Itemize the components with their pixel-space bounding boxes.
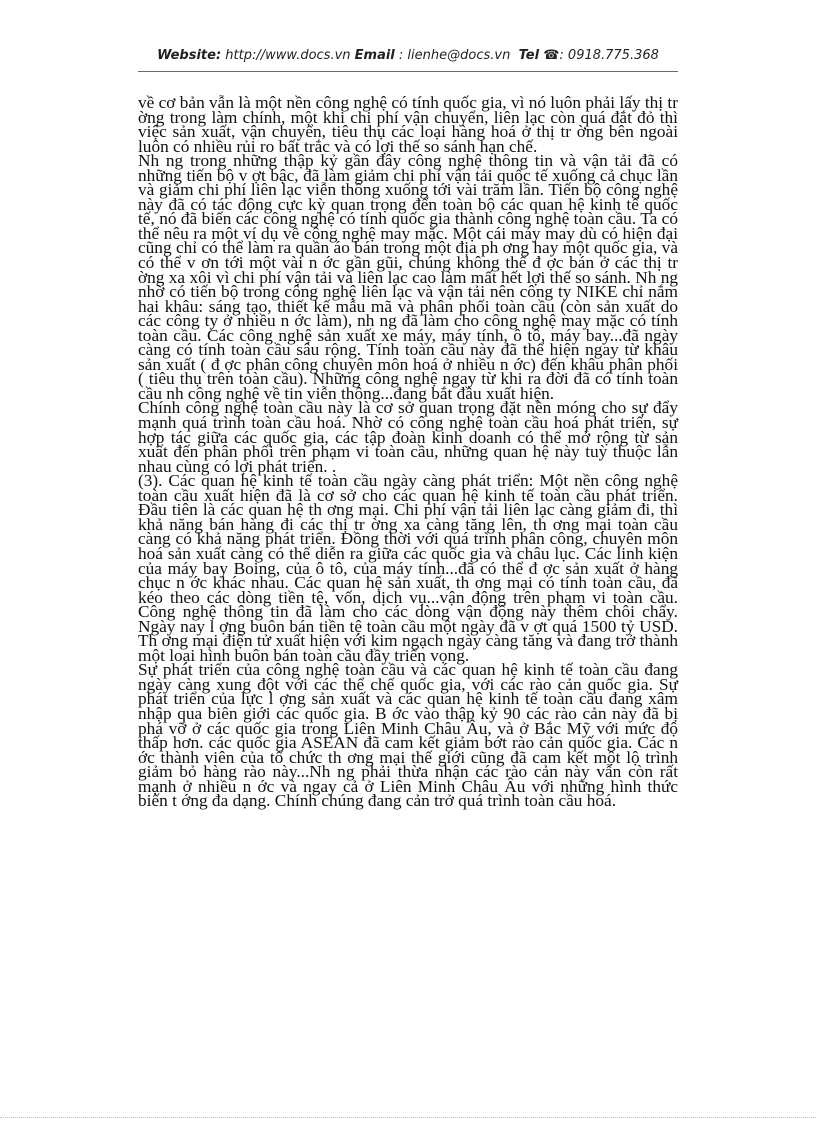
tel-label: Tel	[518, 48, 540, 63]
paragraph-3: Chính công nghệ toàn cầu này là cơ sở quan trọng đặt nền móng cho sự đẩy mạnh quá trình toàn cầu hoá. Nhờ có công nghệ toàn cầu hoá phát triển, sự hợp tác giữa các quốc gia, các tập đoàn kinh doanh có thể mở rộng từ sản xuất đến phân phối trên phạm vi toàn cầu, những quan hệ này tuỳ thuộc lẫn nhau cùng có lợi phát triển. .	[138, 398, 678, 476]
paragraph-4: (3). Các quan hệ kinh tế toàn cầu ngày càng phát triển: Một nền công nghệ toàn cầu xuất hiện đã là cơ sở cho các quan hệ kinh tế toàn cầu phát triển. Đầu tiên là các quan hệ th ơng mại. Chi phí vận tải liên lạc càng giảm đi, thì khả năng bán hàng đi các thị tr ờng xa càng tăng lên, th ơng mại toàn cầu càng có khả năng phát triển. Đồng thời với quá trình phân công, chuyên môn hoá sản xuất càng có thể diễn ra giữa các quốc gia và châu lục. Các linh kiện của máy bay Boing, của ô tô, của máy tính...đã có thể đ ợc sản xuất ở hàng chục n ớc khác nhau. Các quan hệ sản xuất, th ơng mại có tính toàn cầu, đã kéo theo các dòng tiền tệ, vốn, dịch vụ...vận động trên phạm vi toàn cầu. Công nghệ thông tin đã làm cho các dòng vận động này thêm chôi chẩy. Ngày nay l ợng buôn bán tiền tệ toàn cầu một ngày đã v ợt quá 1500 tỷ USD. Th ơng mại điện tử xuất hiện với kim ngạch ngày càng tăng và đang trở thành một loại hình buôn bán toàn cầu đầy triển vọng.	[138, 471, 678, 665]
email-value[interactable]: : lienhe@docs.vn	[398, 48, 511, 63]
paragraph-1: về cơ bản vẫn là một nền công nghệ có tính quốc gia, vì nó luôn phải lấy thị tr ờng trong làm chính, một khi chi phí vận chuyển, liên lạc còn quá đắt đỏ thì việc sản xuất, vận chuyển, tiêu thụ các loại hàng hoá ở thị tr ờng bên ngoài luôn có nhiều rủi ro bất trắc và có lợi thế so sánh hạn chế.	[138, 93, 678, 156]
phone-icon: ☎	[543, 48, 560, 63]
paragraph-5: Sự phát triển của công nghệ toàn cầu và các quan hệ kinh tế toàn cầu đang ngày càng xung đột với các thể chế quốc gia, với các rào cản quốc gia. Sự phát triển của lực l ợng sản xuất và các quan hệ kinh tế toàn cầu đang xâm nhập qua biên giới các quốc gia. B ớc vào thập kỷ 90 các rào cản này đã bị phá vỡ ở các quốc gia trong Liên Minh Châu Âu, và ở Bắc Mỹ với mức độ thấp hơn. các quốc gia ASEAN đã cam kết giảm bớt rào cản quốc gia. Các n ớc thành viên của tổ chức th ơng mại thế giới cũng đã cam kết một lộ trình giảm bỏ hàng rào này...Nh ng phải thừa nhận các rào cản này vẫn còn rất mạnh ở nhiều n ớc và ngay cả ở Liên Minh Châu Âu với những hình thức biến t ớng đa dạng. Chính chúng đang cản trở quá trình toàn cầu hoá.	[138, 660, 678, 811]
tel-value: : 0918.775.368	[559, 48, 659, 63]
website-url[interactable]: http://www.docs.vn	[225, 48, 351, 63]
page-header	[138, 47, 678, 72]
email-label: Email	[354, 48, 395, 63]
website-label: Website:	[157, 48, 222, 63]
page-bottom-divider	[0, 1117, 816, 1118]
document-body	[138, 93, 678, 811]
paragraph-2: Nh ng trong những thập kỷ gần đây công nghệ thông tin và vận tải đã có những tiến bộ v ợt bậc, đã làm giảm chi phí vận tải quốc tế xuống cả chục lần và giảm chi phí liên lạc viễn thông xuống tới vài trăm lần. Tiến bộ công nghệ này đã có tác động cực kỳ quan trọng đến toàn bộ các quan hệ kinh tế quốc tế, nó đã biến các công nghệ có tính quốc gia thành công nghệ toàn cầu. Ta có thể nêu ra một ví dụ về công nghệ may mặc. Một cái máy may dù có hiện đại cũng chỉ có thể làm ra quần áo bán trong một địa ph ơng hay một quốc gia, và có thể v ơn tới một vài n ớc gần gũi, chúng không thể đ ợc bán ở các thị tr ờng xa xôi vì chi phí vận tải và liên lạc cao làm mất hết lợi thế so sánh. Nh ng nhờ có tiến bộ trong công nghệ liên lạc và vận tải nên công ty NIKE chỉ nắm hai khâu: sáng tạo, thiết kế mẫu mã và phân phối toàn cầu (còn sản xuất do các công ty ở nhiều n ớc làm), nh ng đã làm cho công nghệ may mặc có tính toàn cầu. Các công nghệ sản xuất xe máy, máy tính, ô tô, máy bay...đã ngày càng có tính toàn cầu sâu rộng. Tính toàn cầu này đã thể hiện ngay từ khâu sản xuất ( đ ợc phân công chuyên môn hoá ở nhiều n ớc) đến khâu phân phối ( tiêu thụ trên toàn cầu). Những công nghệ ngay từ khi ra đời đã có tính toàn cầu nh công nghệ về tin viễn thông...đang bắt đầu xuất hiện.	[138, 151, 678, 403]
